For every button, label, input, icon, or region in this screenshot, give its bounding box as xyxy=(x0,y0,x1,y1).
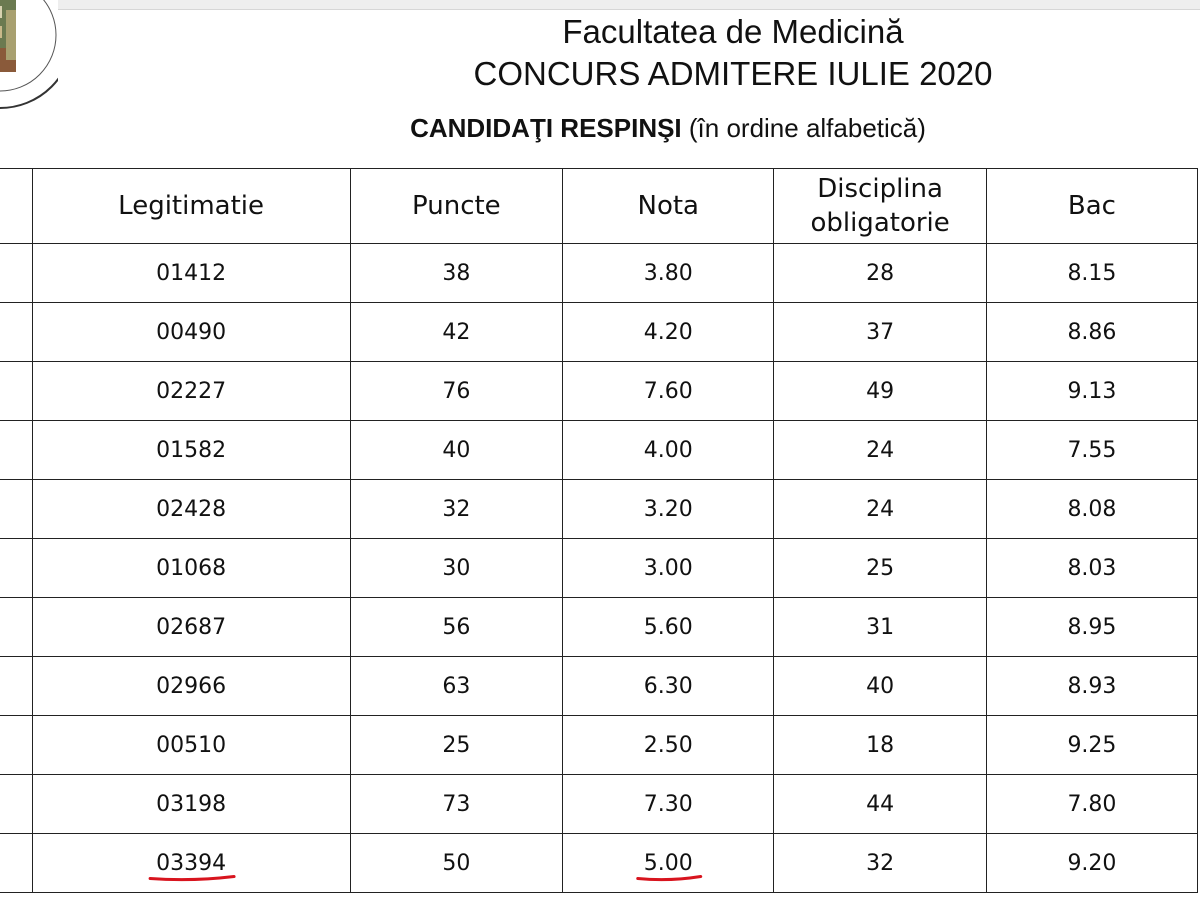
cell-disciplina: 24 xyxy=(774,421,987,480)
cell-legitimatie: 01582 xyxy=(32,421,350,480)
cell-puncte: 32 xyxy=(350,480,563,539)
cell-disciplina: 32 xyxy=(774,834,987,893)
cell-nota: 7.60 xyxy=(563,362,774,421)
header-puncte: Puncte xyxy=(350,169,563,244)
header-nota: Nota xyxy=(563,169,774,244)
cell-bac: 9.13 xyxy=(986,362,1197,421)
cell-puncte: 56 xyxy=(350,598,563,657)
header-disciplina xyxy=(774,169,987,244)
table-row xyxy=(0,362,1198,421)
cell-legitimatie: 00490 xyxy=(32,303,350,362)
header-legitimatie: Legitimatie xyxy=(32,169,350,244)
cell-nota: 7.30 xyxy=(563,775,774,834)
cell-nr xyxy=(0,303,32,362)
table-row xyxy=(0,716,1198,775)
cell-disciplina: 37 xyxy=(774,303,987,362)
table-row xyxy=(0,598,1198,657)
table-row xyxy=(0,539,1198,598)
cell-disciplina: 44 xyxy=(774,775,987,834)
cell-bac: 7.80 xyxy=(986,775,1197,834)
list-title-note: (în ordine alfabetică) xyxy=(681,113,926,143)
cell-disciplina: 40 xyxy=(774,657,987,716)
cell-legitimatie: 00510 xyxy=(32,716,350,775)
cell-puncte: 38 xyxy=(350,244,563,303)
cell-nr xyxy=(0,244,32,303)
cell-bac: 7.55 xyxy=(986,421,1197,480)
table-header-row xyxy=(0,169,1198,244)
rejected-candidates-table xyxy=(0,168,1198,893)
cell-bac: 8.15 xyxy=(986,244,1197,303)
cell-legitimatie xyxy=(32,834,350,893)
cell-nota xyxy=(563,834,774,893)
cell-disciplina: 31 xyxy=(774,598,987,657)
cell-puncte: 30 xyxy=(350,539,563,598)
table-row xyxy=(0,657,1198,716)
cell-legitimatie: 03198 xyxy=(32,775,350,834)
cell-nr xyxy=(0,539,32,598)
cell-nr xyxy=(0,657,32,716)
table-row xyxy=(0,303,1198,362)
cell-bac: 8.86 xyxy=(986,303,1197,362)
cell-nota: 3.00 xyxy=(563,539,774,598)
cell-disciplina: 28 xyxy=(774,244,987,303)
table-row xyxy=(0,775,1198,834)
header-nr xyxy=(0,169,32,244)
cell-nr xyxy=(0,716,32,775)
cell-disciplina: 18 xyxy=(774,716,987,775)
cell-legitimatie: 02227 xyxy=(32,362,350,421)
table-row xyxy=(0,244,1198,303)
cell-puncte: 76 xyxy=(350,362,563,421)
cell-puncte: 40 xyxy=(350,421,563,480)
cell-nota: 3.80 xyxy=(563,244,774,303)
cell-nr xyxy=(0,480,32,539)
table-row xyxy=(0,421,1198,480)
cell-nr xyxy=(0,362,32,421)
underlined-value: 03394 xyxy=(156,850,227,876)
cell-nota: 4.00 xyxy=(563,421,774,480)
cell-nr xyxy=(0,775,32,834)
contest-title: CONCURS ADMITERE IULIE 2020 xyxy=(473,55,993,92)
cell-disciplina: 49 xyxy=(774,362,987,421)
cell-nota: 6.30 xyxy=(563,657,774,716)
faculty-title: Facultatea de Medicină xyxy=(562,13,904,50)
list-title-bold: CANDIDAŢI RESPINŞI xyxy=(410,113,682,143)
cell-bac: 8.08 xyxy=(986,480,1197,539)
cell-puncte: 42 xyxy=(350,303,563,362)
cell-bac: 8.93 xyxy=(986,657,1197,716)
cell-nr xyxy=(0,834,32,893)
cell-disciplina: 25 xyxy=(774,539,987,598)
cell-bac: 9.25 xyxy=(986,716,1197,775)
cell-nota: 2.50 xyxy=(563,716,774,775)
table-row xyxy=(0,834,1198,893)
cell-nota: 4.20 xyxy=(563,303,774,362)
cell-nota: 5.60 xyxy=(563,598,774,657)
cell-legitimatie: 02966 xyxy=(32,657,350,716)
cell-legitimatie: 01412 xyxy=(32,244,350,303)
cell-puncte: 63 xyxy=(350,657,563,716)
list-title xyxy=(268,111,1068,145)
cell-puncte: 25 xyxy=(350,716,563,775)
university-seal-logo xyxy=(0,0,58,110)
cell-nota: 3.20 xyxy=(563,480,774,539)
cell-nr xyxy=(0,598,32,657)
underlined-value: 5.00 xyxy=(643,850,693,876)
cell-bac: 9.20 xyxy=(986,834,1197,893)
cell-legitimatie: 01068 xyxy=(32,539,350,598)
cell-puncte: 50 xyxy=(350,834,563,893)
cell-bac: 8.03 xyxy=(986,539,1197,598)
table-row xyxy=(0,480,1198,539)
cell-puncte: 73 xyxy=(350,775,563,834)
header-disciplina-label: Disciplina obligatorie xyxy=(810,174,950,238)
header-bac: Bac xyxy=(986,169,1197,244)
cell-bac: 8.95 xyxy=(986,598,1197,657)
cell-legitimatie: 02687 xyxy=(32,598,350,657)
cell-nr xyxy=(0,421,32,480)
cell-disciplina: 24 xyxy=(774,480,987,539)
viewer-top-bar xyxy=(0,0,1200,10)
cell-legitimatie: 02428 xyxy=(32,480,350,539)
